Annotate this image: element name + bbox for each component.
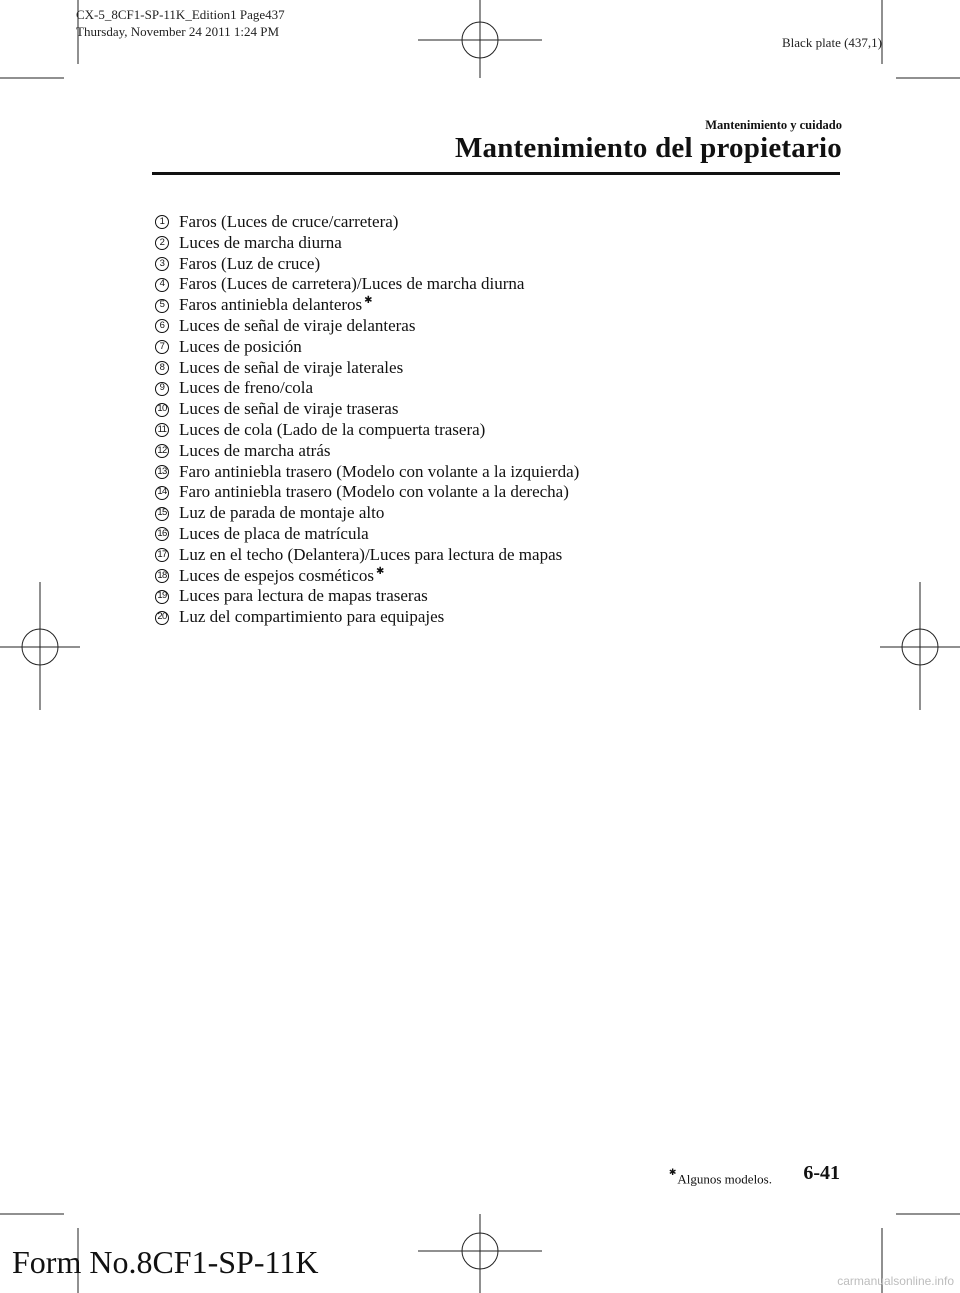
item-text: Luces de marcha atrás — [179, 440, 331, 460]
list-item — [155, 607, 581, 628]
item-number-badge: 12 — [155, 444, 169, 458]
item-text: Luz en el techo (Delantera)/Luces para lectura de mapas — [179, 544, 563, 564]
list-item — [155, 316, 581, 337]
item-text: Luz del compartimiento para equipajes — [179, 607, 445, 627]
list-item — [155, 337, 581, 358]
item-text: Luces de espejos cosméticos — [179, 565, 374, 585]
item-text: Luces de placa de matrícula — [179, 523, 369, 543]
list-item — [155, 586, 581, 607]
item-text: Faros antiniebla delanteros — [179, 295, 363, 315]
list-item — [155, 254, 581, 275]
item-number-badge: 6 — [155, 319, 169, 333]
asterisk-icon: ✱ — [668, 1167, 677, 1177]
page-number: 6-41 — [803, 1162, 840, 1184]
item-text: Luces de señal de viraje traseras — [179, 399, 399, 419]
item-number-badge: 17 — [155, 548, 169, 562]
list-item — [155, 378, 581, 399]
item-number-badge: 18 — [155, 569, 169, 583]
list-item — [155, 524, 581, 545]
list-item — [155, 358, 581, 379]
form-number: Form No.8CF1-SP-11K — [12, 1244, 319, 1280]
item-text: Faro antiniebla trasero (Modelo con volante a la izquierda) — [179, 461, 580, 481]
item-number-badge: 1 — [155, 215, 169, 229]
item-text: Faros (Luces de cruce/carretera) — [179, 212, 399, 231]
item-text: Luces de señal de viraje laterales — [179, 357, 404, 377]
item-text: Luces para lectura de mapas traseras — [179, 586, 428, 606]
title-rule — [152, 172, 840, 175]
watermark: carmanualsonline.info — [837, 1274, 954, 1288]
list-item — [155, 545, 581, 566]
item-text: Luz de parada de montaje alto — [179, 503, 385, 523]
item-number-badge: 13 — [155, 465, 169, 479]
item-text: Luces de posición — [179, 336, 302, 356]
print-slug-line1: CX-5_8CF1-SP-11K_Edition1 Page437 — [76, 7, 285, 22]
list-item — [155, 503, 581, 524]
item-number-badge: 19 — [155, 590, 169, 604]
item-text: Luces de señal de viraje delanteras — [179, 315, 416, 335]
asterisk-icon: ✱ — [375, 565, 385, 577]
item-number-badge: 20 — [155, 611, 169, 625]
list-item — [155, 399, 581, 420]
item-number-badge: 16 — [155, 527, 169, 541]
item-number-badge: 7 — [155, 340, 169, 354]
footnote — [668, 1167, 772, 1187]
item-number-badge: 14 — [155, 486, 169, 500]
item-number-badge: 15 — [155, 507, 169, 521]
item-text: Faros (Luz de cruce) — [179, 253, 321, 273]
print-slug-line2: Thursday, November 24 2011 1:24 PM — [76, 24, 280, 39]
item-number-badge: 10 — [155, 403, 169, 417]
footnote-text: Algunos modelos. — [677, 1171, 772, 1187]
item-number-badge: 5 — [155, 299, 169, 313]
item-number-badge: 11 — [155, 423, 169, 437]
asterisk-icon: ✱ — [364, 295, 373, 307]
item-text: Luces de freno/cola — [179, 378, 314, 398]
item-number-badge: 9 — [155, 382, 169, 396]
list-item — [155, 566, 581, 587]
list-item — [155, 441, 581, 462]
plate-label: Black plate (437,1) — [782, 35, 882, 50]
lamp-list — [155, 212, 581, 628]
item-number-badge: 4 — [155, 278, 169, 292]
item-number-badge: 3 — [155, 257, 169, 271]
list-item — [155, 420, 581, 441]
list-item — [155, 482, 581, 503]
list-item — [155, 233, 581, 254]
list-item — [155, 462, 581, 483]
item-text: Faros (Luces de carretera)/Luces de marcha diurna — [179, 274, 525, 294]
item-text: Luces de marcha diurna — [179, 232, 342, 252]
list-item — [155, 212, 581, 233]
item-text: Faro antiniebla trasero (Modelo con volante a la derecha) — [179, 482, 569, 502]
print-slug — [76, 6, 285, 40]
item-number-badge: 8 — [155, 361, 169, 375]
list-item — [155, 295, 581, 316]
item-text: Luces de cola (Lado de la compuerta trasera) — [179, 419, 486, 439]
item-number-badge: 2 — [155, 236, 169, 250]
chapter-name: Mantenimiento y cuidado — [705, 118, 842, 132]
section-title: Mantenimiento del propietario — [454, 132, 842, 164]
